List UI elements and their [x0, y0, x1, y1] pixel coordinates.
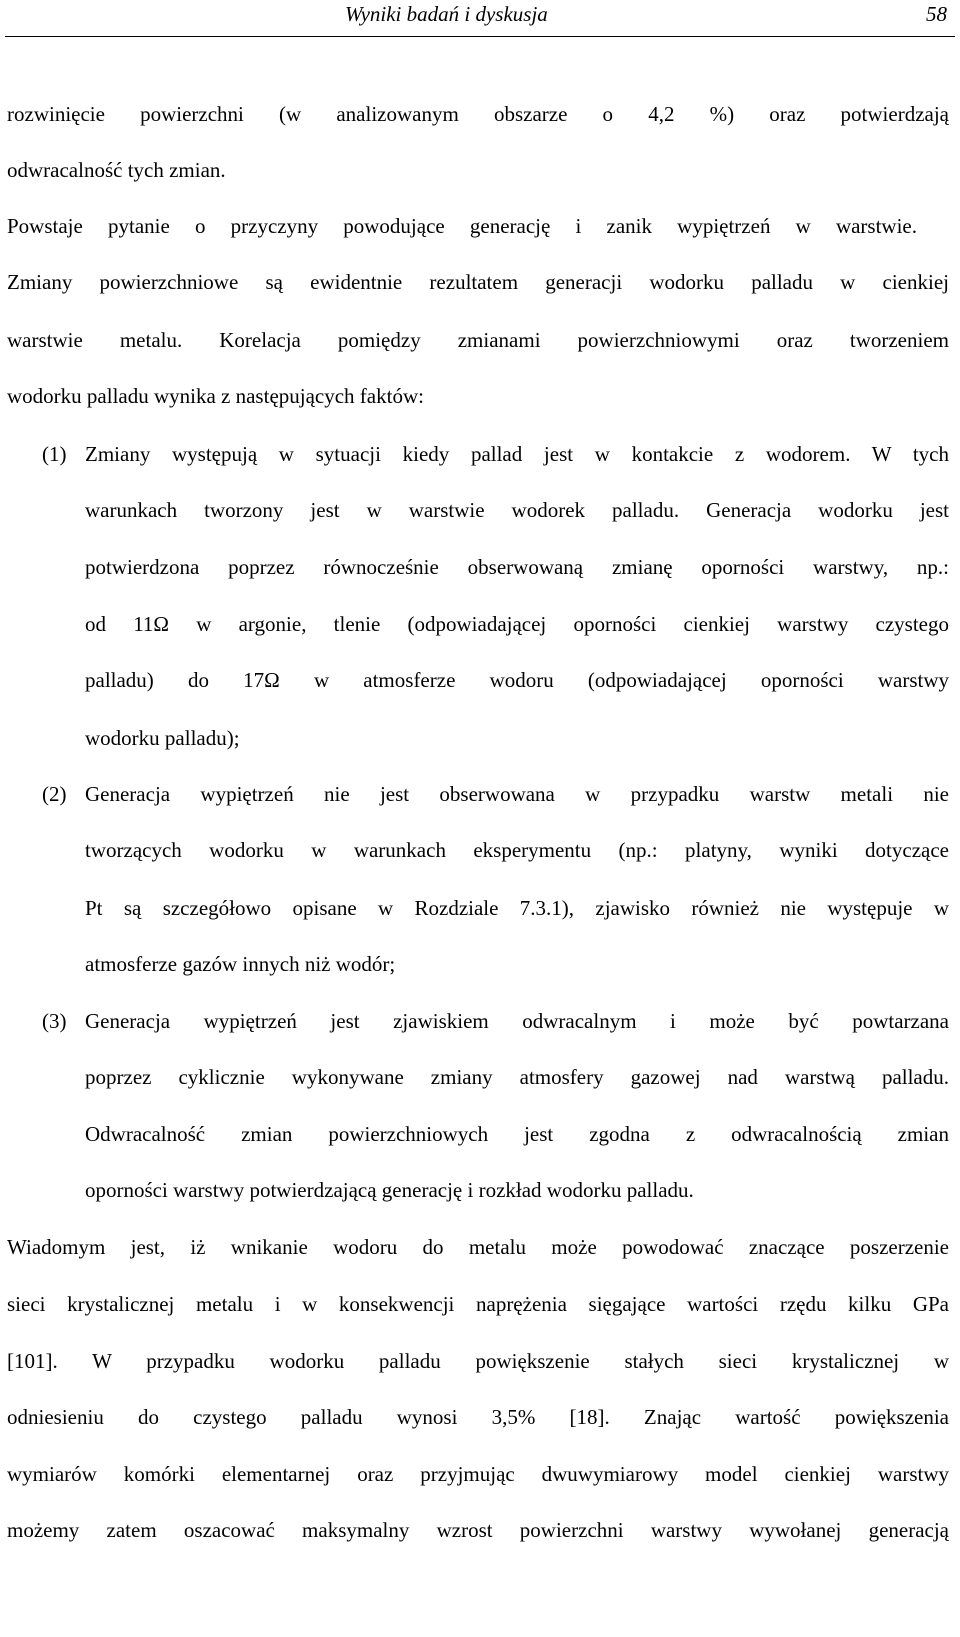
body-line: Powstaje pytanie o przyczyny powodujące generację i zanik wypiętrzeń w warstwie.	[7, 214, 917, 238]
list-item-line: od 11Ω w argonie, tlenie (odpowiadającej oporności cienkiej warstwy czystego	[85, 612, 949, 636]
running-header	[5, 0, 955, 37]
list-item-number: (2)	[42, 782, 67, 806]
list-item-line: oporności warstwy potwierdzającą generację i rozkład wodorku palladu.	[85, 1178, 694, 1202]
list-item-line: palladu) do 17Ω w atmosferze wodoru (odpowiadającej oporności warstwy	[85, 668, 949, 692]
running-header-title: Wyniki badań i dyskusja	[345, 2, 548, 26]
list-item-line: potwierdzona poprzez równocześnie obserwowaną zmianę oporności warstwy, np.:	[85, 555, 949, 579]
list-item-line: wodorku palladu);	[85, 726, 240, 750]
body-line: Wiadomym jest, iż wnikanie wodoru do metalu może powodować znaczące poszerzenie	[7, 1235, 949, 1259]
body-line: możemy zatem oszacować maksymalny wzrost powierzchni warstwy wywołanej generacją	[7, 1518, 949, 1542]
list-item-line: Odwracalność zmian powierzchniowych jest zgodna z odwracalnością zmian	[85, 1122, 949, 1146]
list-item-line: Pt są szczegółowo opisane w Rozdziale 7.3.1), zjawisko również nie występuje w	[85, 896, 949, 920]
list-item-line: Generacja wypiętrzeń nie jest obserwowana w przypadku warstw metali nie	[85, 782, 949, 806]
page-number: 58	[926, 2, 947, 26]
body-line: sieci krystalicznej metalu i w konsekwencji naprężenia sięgające wartości rzędu kilku GPa	[7, 1292, 949, 1316]
list-item-number: (1)	[42, 442, 67, 466]
list-item-line: tworzących wodorku w warunkach eksperymentu (np.: platyny, wyniki dotyczące	[85, 838, 949, 862]
list-item-line: poprzez cyklicznie wykonywane zmiany atmosfery gazowej nad warstwą palladu.	[85, 1065, 949, 1089]
body-line: wodorku palladu wynika z następujących faktów:	[7, 384, 424, 408]
list-item-line: warunkach tworzony jest w warstwie wodorek palladu. Generacja wodorku jest	[85, 498, 949, 522]
body-line: wymiarów komórki elementarnej oraz przyjmując dwuwymiarowy model cienkiej warstwy	[7, 1462, 949, 1486]
body-line: [101]. W przypadku wodorku palladu powiększenie stałych sieci krystalicznej w	[7, 1349, 949, 1373]
list-item-line: Generacja wypiętrzeń jest zjawiskiem odwracalnym i może być powtarzana	[85, 1009, 949, 1033]
list-item-line: atmosferze gazów innych niż wodór;	[85, 952, 396, 976]
body-line: odniesieniu do czystego palladu wynosi 3,5% [18]. Znając wartość powiększenia	[7, 1405, 949, 1429]
body-line: odwracalność tych zmian.	[7, 158, 226, 182]
body-line: rozwinięcie powierzchni (w analizowanym obszarze o 4,2 %) oraz potwierdzają	[7, 102, 949, 126]
list-item-line: Zmiany występują w sytuacji kiedy pallad jest w kontakcie z wodorem. W tych	[85, 442, 949, 466]
body-line: warstwie metalu. Korelacja pomiędzy zmianami powierzchniowymi oraz tworzeniem	[7, 328, 949, 352]
list-item-number: (3)	[42, 1009, 67, 1033]
body-line: Zmiany powierzchniowe są ewidentnie rezultatem generacji wodorku palladu w cienkiej	[7, 270, 949, 294]
